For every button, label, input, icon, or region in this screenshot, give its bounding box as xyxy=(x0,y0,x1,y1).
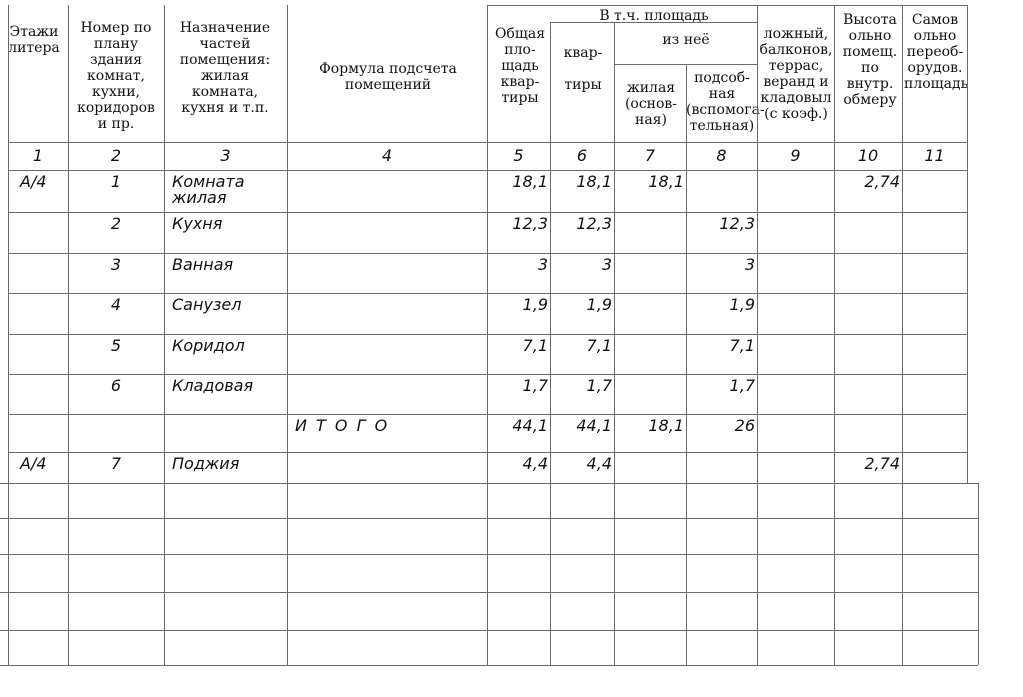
grid-line xyxy=(287,5,288,142)
header-height: Высота ольно помещ. по внутр. обмеру xyxy=(842,12,898,108)
room-number-cell: 4 xyxy=(110,295,122,314)
grid-line xyxy=(68,5,69,665)
header-room-number: Номер по плану здания комнат, кухни, коридоров и пр. xyxy=(77,20,155,132)
header-living-area: жилая (основ- ная) xyxy=(624,80,678,128)
apartment-area-cell: 12,3 xyxy=(576,214,612,233)
header-auxiliary-area: подсоб- ная (вспомога- тельная) xyxy=(686,70,765,134)
header-unauthorized-area: Самов ольно переоб- орудов. площадь xyxy=(904,12,969,92)
column-number: 2 xyxy=(110,146,122,165)
grid-line xyxy=(550,22,551,142)
living-area-cell: 18,1 xyxy=(648,172,684,191)
grid-line xyxy=(487,5,488,142)
auxiliary-area-cell: 12,3 xyxy=(719,214,755,233)
apartment-area-cell: 1,7 xyxy=(586,376,612,395)
apartment-area-cell: 18,1 xyxy=(576,172,612,191)
total-area-cell: 7,1 xyxy=(522,336,548,355)
grid-line xyxy=(757,142,758,665)
column-number: 3 xyxy=(220,146,231,165)
apartment-area-cell: 1,9 xyxy=(586,295,612,314)
column-number: 11 xyxy=(924,146,945,165)
column-number: 5 xyxy=(513,146,524,165)
room-name-cell: Кладовая xyxy=(172,376,254,395)
grid-line xyxy=(0,630,978,631)
grid-line xyxy=(287,142,288,665)
floor-cell: А/4 xyxy=(20,172,47,191)
column-number: 9 xyxy=(790,146,801,165)
grid-line xyxy=(834,5,835,142)
header-total-area: Общая пло- щадь квар- тиры xyxy=(494,26,546,106)
apartment-area-cell: 44,1 xyxy=(576,416,612,435)
grid-line xyxy=(614,22,615,142)
grid-line xyxy=(487,5,967,6)
total-area-cell: 4,4 xyxy=(522,454,548,473)
header-of-it: из неё xyxy=(662,32,710,48)
header-room-purpose: Назначение частей помещения: жилая комната, кухня и т.п. xyxy=(179,20,271,116)
grid-line xyxy=(0,665,978,666)
grid-line xyxy=(8,5,9,483)
grid-line xyxy=(686,64,687,142)
grid-line xyxy=(550,142,551,665)
grid-line xyxy=(487,142,488,665)
auxiliary-area-cell: 26 xyxy=(734,416,755,435)
room-name-cell: Коридол xyxy=(172,336,245,355)
room-name-cell: Поджия xyxy=(172,454,240,473)
header-floor: Этажи литера xyxy=(8,24,60,56)
auxiliary-area-cell: 3 xyxy=(744,255,755,274)
header-balconies: ложный, балконов, террас, веранд и кладовыл (с коэф.) xyxy=(759,26,833,122)
apartment-area-cell: 4,4 xyxy=(586,454,612,473)
auxiliary-area-cell: 7,1 xyxy=(729,336,755,355)
room-name-cell: Комната жилая xyxy=(172,172,245,207)
grid-line xyxy=(0,592,978,593)
floor-cell: А/4 xyxy=(20,454,47,473)
column-number: 6 xyxy=(576,146,588,165)
auxiliary-area-cell: 1,9 xyxy=(729,295,755,314)
grid-line xyxy=(0,518,978,519)
grid-line xyxy=(967,5,968,483)
apartment-area-cell: 7,1 xyxy=(586,336,612,355)
column-number: 7 xyxy=(644,146,656,165)
total-area-cell: 3 xyxy=(537,255,548,274)
total-area-cell: 1,9 xyxy=(522,295,548,314)
grid-line xyxy=(0,554,978,555)
grid-line xyxy=(834,142,835,665)
room-name-cell: Ванная xyxy=(172,255,234,274)
room-number-cell: 7 xyxy=(110,454,122,473)
apartment-area-cell: 3 xyxy=(601,255,612,274)
auxiliary-area-cell: 1,7 xyxy=(729,376,755,395)
total-area-cell: 18,1 xyxy=(512,172,548,191)
room-name-cell: Кухня xyxy=(172,214,223,233)
grid-line xyxy=(902,5,903,142)
grid-line xyxy=(902,142,903,665)
living-area-cell: 18,1 xyxy=(648,416,684,435)
height-cell: 2,74 xyxy=(864,172,900,191)
room-number-cell: 5 xyxy=(110,336,122,355)
total-area-cell: 12,3 xyxy=(512,214,548,233)
room-name-cell: Санузел xyxy=(172,295,242,314)
header-including-area: В т.ч. площадь xyxy=(599,8,709,24)
column-number: 10 xyxy=(857,146,879,165)
room-number-cell: 6 xyxy=(110,376,122,395)
room-number-cell: 2 xyxy=(110,214,122,233)
column-number: 4 xyxy=(381,146,393,165)
grid-line xyxy=(686,142,687,665)
grid-line xyxy=(757,5,758,142)
formula-cell: И Т О Г О xyxy=(295,416,390,435)
total-area-cell: 1,7 xyxy=(522,376,548,395)
grid-line xyxy=(0,483,978,484)
grid-line xyxy=(164,5,165,665)
total-area-cell: 44,1 xyxy=(512,416,548,435)
height-cell: 2,74 xyxy=(864,454,900,473)
grid-line xyxy=(550,22,757,23)
grid-line xyxy=(614,142,615,665)
grid-line xyxy=(978,483,979,665)
grid-line xyxy=(8,483,9,665)
header-formula: Формула подсчета помещений xyxy=(319,61,457,93)
header-apartment-area: квар- тиры xyxy=(563,45,603,93)
room-number-cell: 3 xyxy=(110,255,122,274)
column-number: 8 xyxy=(716,146,727,165)
column-number: 1 xyxy=(32,146,44,165)
room-number-cell: 1 xyxy=(110,172,122,191)
